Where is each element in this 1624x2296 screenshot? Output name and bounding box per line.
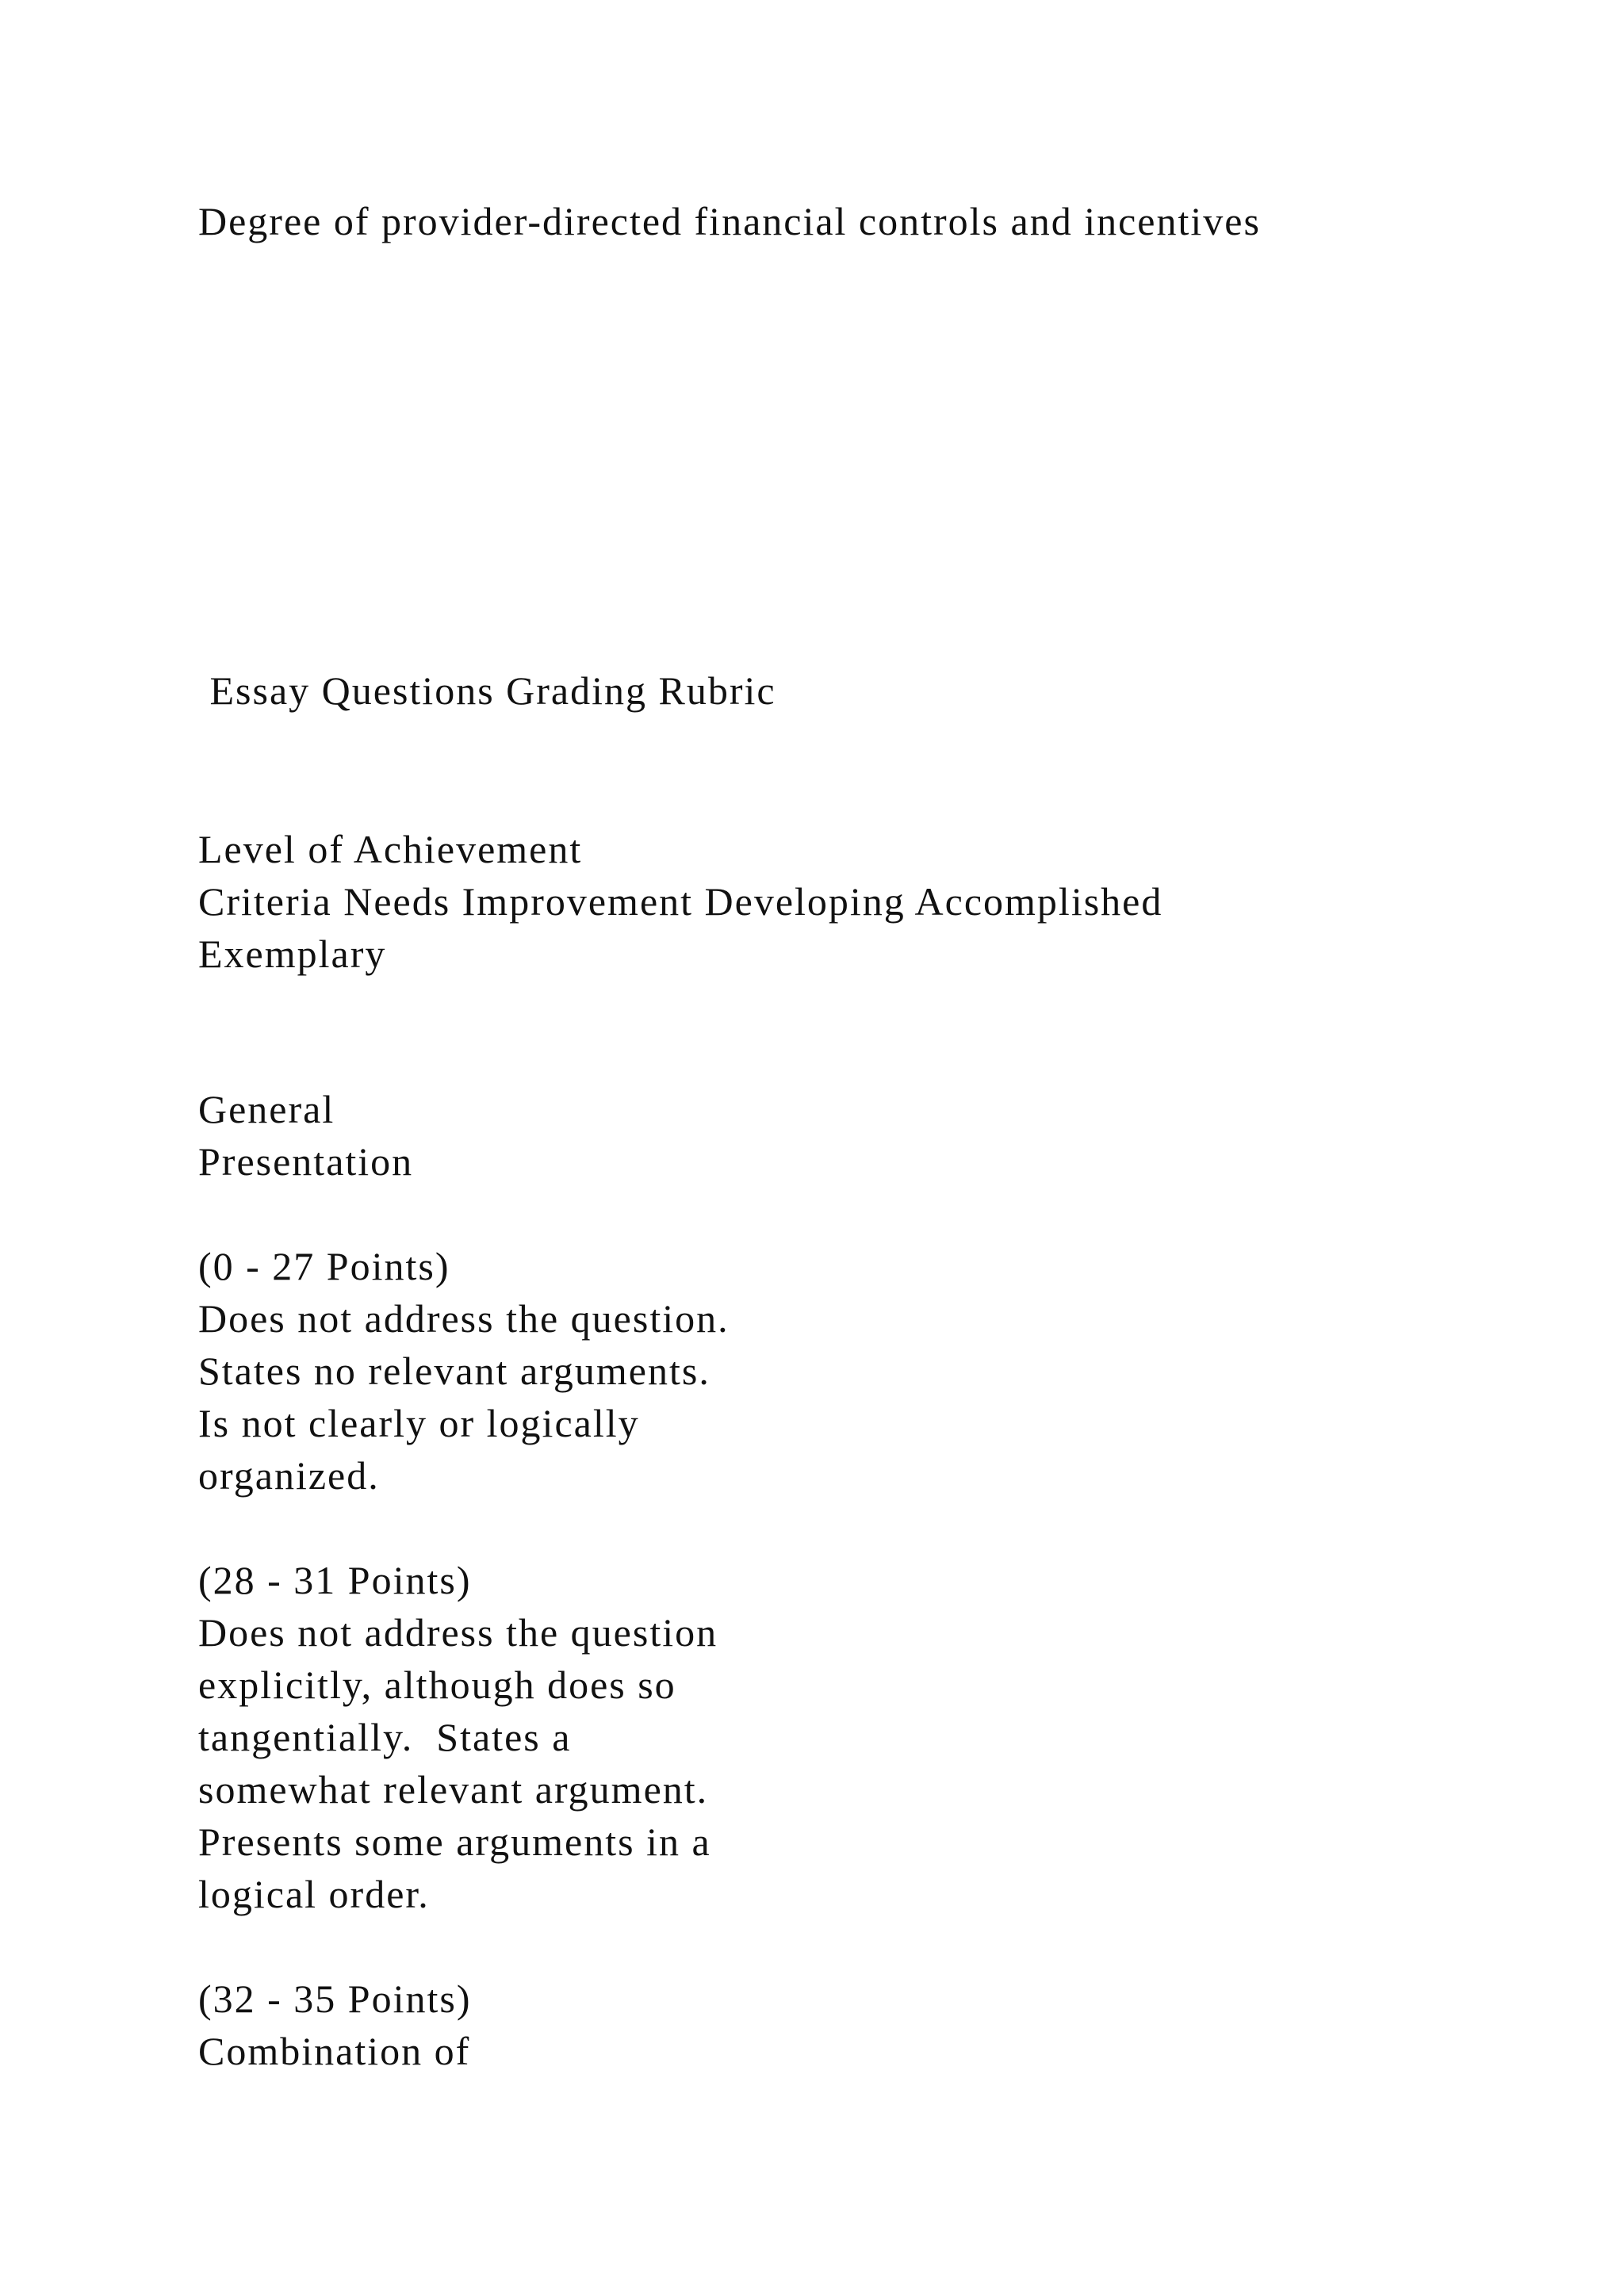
needs-improvement-text-line: Is not clearly or logically bbox=[198, 1401, 640, 1445]
developing-text-line: Presents some arguments in a bbox=[198, 1820, 711, 1864]
needs-improvement-points: (0 - 27 Points) bbox=[198, 1244, 450, 1288]
developing-text-line: somewhat relevant argument. bbox=[198, 1767, 709, 1812]
needs-improvement-text-line: States no relevant arguments. bbox=[198, 1349, 710, 1393]
developing-text-line: Does not address the question bbox=[198, 1610, 718, 1655]
accomplished-text-line: Combination of bbox=[198, 2029, 471, 2073]
needs-improvement-text-line: organized. bbox=[198, 1453, 380, 1498]
exemplary-header: Exemplary bbox=[198, 932, 387, 976]
developing-points: (28 - 31 Points) bbox=[198, 1558, 472, 1602]
criterion-label-line-1: General bbox=[198, 1087, 335, 1131]
document-heading: Degree of provider-directed financial controls and incentives bbox=[198, 199, 1261, 243]
needs-improvement-text-line: Does not address the question. bbox=[198, 1296, 730, 1341]
developing-text-line: logical order. bbox=[198, 1872, 430, 1916]
accomplished-points: (32 - 35 Points) bbox=[198, 1976, 472, 2021]
level-of-achievement-label: Level of Achievement bbox=[198, 827, 583, 871]
criterion-label-line-2: Presentation bbox=[198, 1139, 414, 1184]
criteria-header: Criteria Needs Improvement Developing Accomplished bbox=[198, 879, 1163, 924]
developing-text-line: explicitly, although does so bbox=[198, 1663, 676, 1707]
rubric-title: Essay Questions Grading Rubric bbox=[198, 668, 776, 713]
developing-text-line: tangentially. States a bbox=[198, 1715, 572, 1759]
